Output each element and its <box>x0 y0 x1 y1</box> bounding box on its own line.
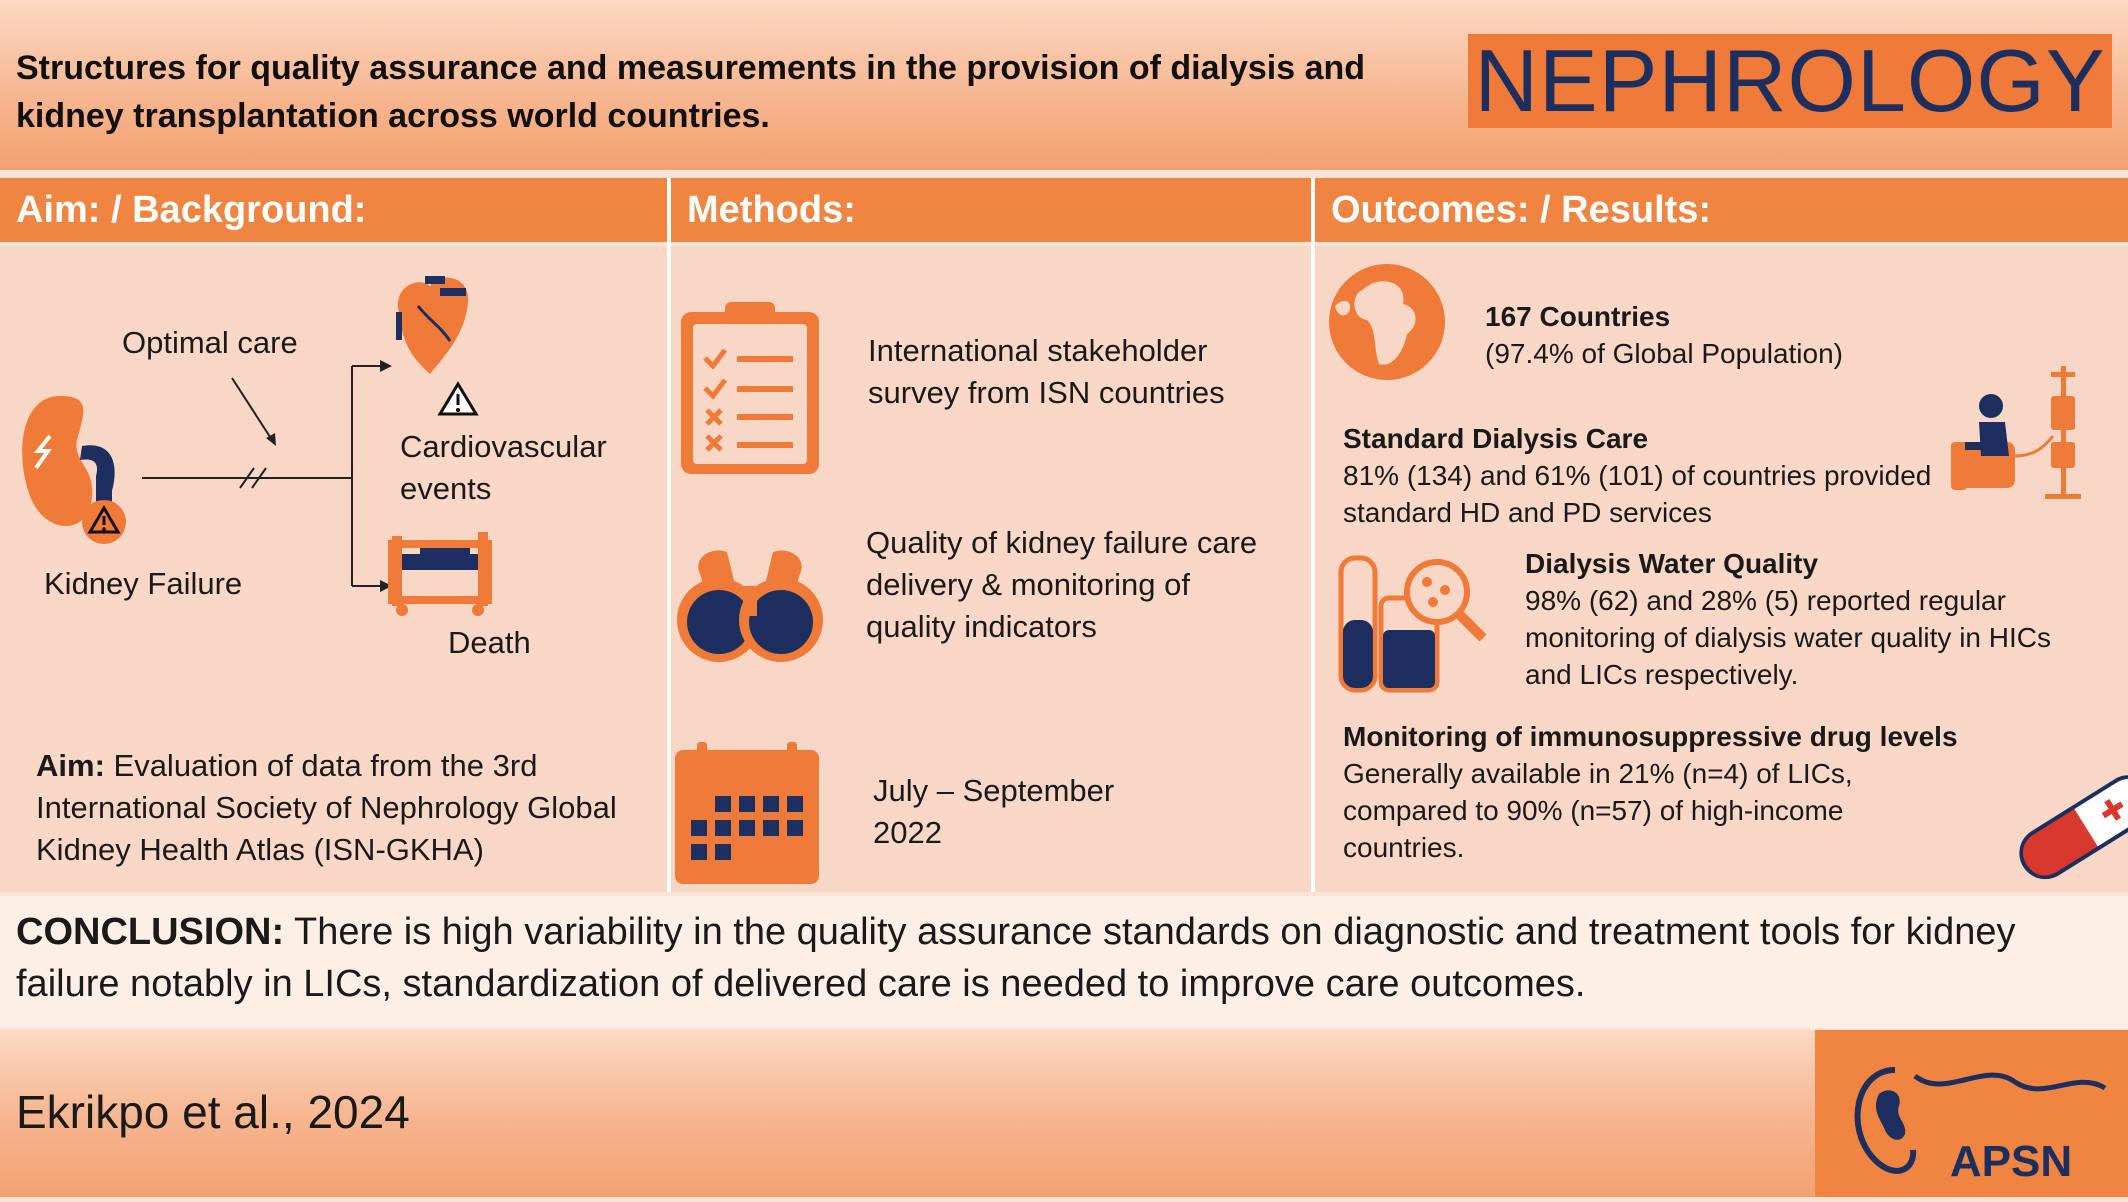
bed-icon <box>392 532 488 616</box>
countries-title: 167 Countries <box>1485 301 1671 332</box>
kidney-failure-label: Kidney Failure <box>44 566 243 601</box>
countries-text: (97.4% of Global Population) <box>1485 338 1843 369</box>
aim-text: Evaluation of data from the 3rd International Society of Nephrology Global Kidney Health Atlas (ISN-GKHA) <box>36 748 617 867</box>
calendar-icon <box>675 742 819 884</box>
dates-text: July – September 2022 <box>873 773 1115 850</box>
dialysis-block <box>1343 420 1963 531</box>
outcomes-section-header: Outcomes: / Results: <box>1315 178 2128 242</box>
immuno-title: Monitoring of immunosuppressive drug levels <box>1343 721 1958 752</box>
logo-text: APSN <box>1949 1137 2073 1186</box>
conclusion-text <box>16 906 2106 1010</box>
apsn-logo-icon <box>1815 1030 2128 1197</box>
clipboard-icon <box>681 302 819 474</box>
heart-icon <box>396 276 476 414</box>
optimal-care-label: Optimal care <box>122 325 298 360</box>
globe-icon <box>1329 264 1445 380</box>
brand-text: NEPHROLOGY <box>1474 31 2106 130</box>
water-text: 98% (62) and 28% (5) reported regular monitoring of dialysis water quality in HICs and LICs respectively. <box>1525 585 2051 690</box>
death-label: Death <box>448 625 531 660</box>
conclusion-body: There is high variability in the quality assurance standards on diagnostic and treatment tools for kidney failure notably in LICs, standardization of delivered care is needed to improve care outcomes. <box>16 911 2016 1005</box>
survey-text: International stakeholder survey from ISN countries <box>868 333 1225 410</box>
binoculars-icon <box>677 550 823 662</box>
water-block <box>1525 545 2085 693</box>
aim-statement <box>36 745 636 871</box>
cardiovascular-label: Cardiovascular events <box>400 429 607 506</box>
capsule-icon <box>2010 765 2128 889</box>
lab-flask-icon <box>1341 558 1483 690</box>
countries-block <box>1485 298 1843 372</box>
aim-section-header: Aim: / Background: <box>0 178 667 242</box>
immuno-text: Generally available in 21% (n=4) of LICs, compared to 90% (n=57) of high-income countries. <box>1343 758 1853 863</box>
immuno-block <box>1343 718 1983 866</box>
kidney-icon <box>22 396 126 544</box>
aim-label: Aim: <box>36 748 105 783</box>
journal-brand <box>1468 31 2112 130</box>
conclusion-panel <box>0 896 2128 1028</box>
conclusion-label: CONCLUSION: <box>16 911 285 953</box>
quality-text: Quality of kidney failure care delivery & monitoring of quality indicators <box>866 525 1258 644</box>
apsn-logo-box <box>1815 1030 2128 1197</box>
methods-section-header: Methods: <box>671 178 1311 242</box>
dialysis-title: Standard Dialysis Care <box>1343 423 1649 454</box>
water-title: Dialysis Water Quality <box>1525 548 1819 579</box>
page-title: Structures for quality assurance and measurements in the provision of dialysis and kidney transplantation across world countries. <box>16 49 1366 135</box>
author-citation: Ekrikpo et al., 2024 <box>16 1086 410 1138</box>
dialysis-text: 81% (134) and 61% (101) of countries provided standard HD and PD services <box>1343 460 1932 528</box>
dialysis-chair-icon <box>1951 366 2081 499</box>
